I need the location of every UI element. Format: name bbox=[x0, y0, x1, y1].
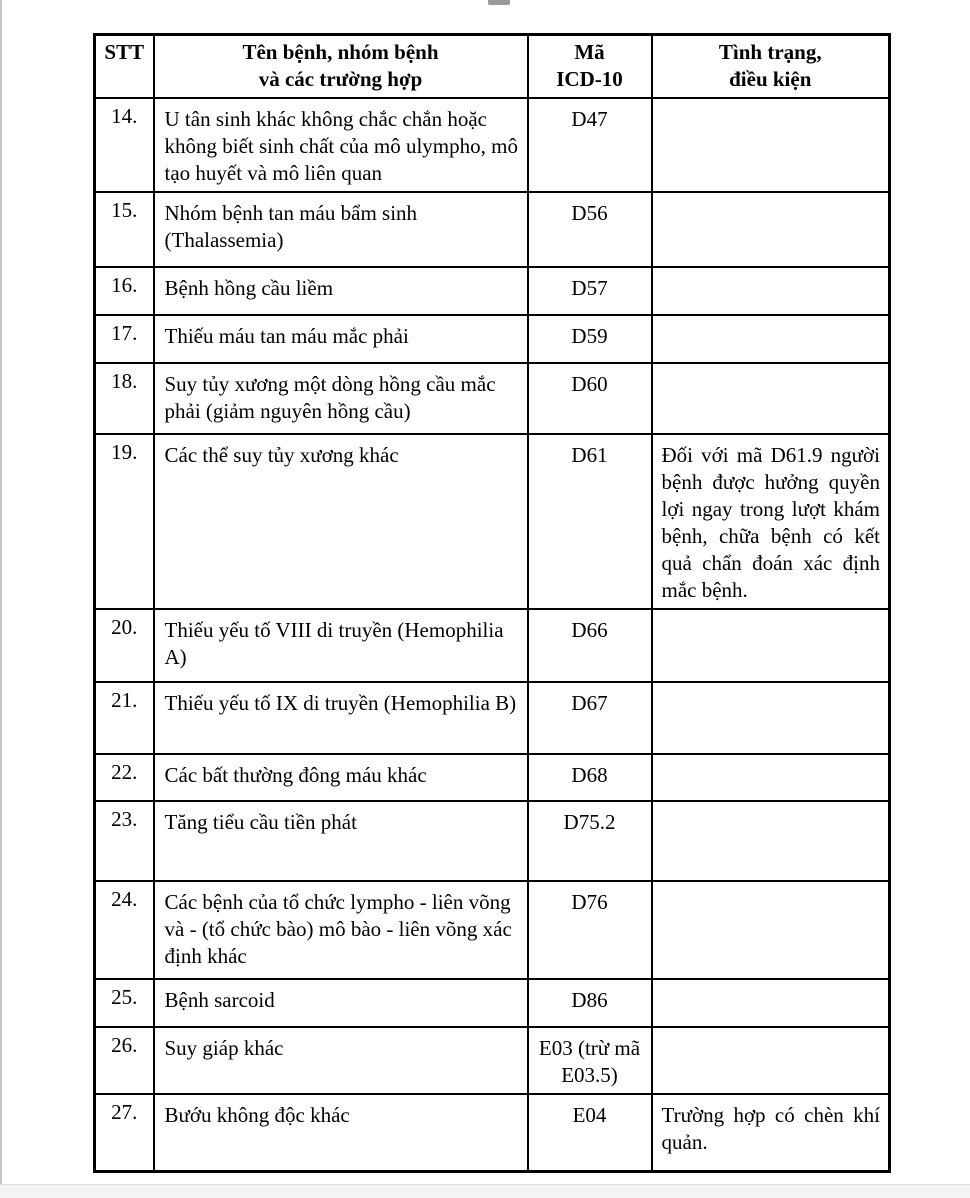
condition-cell bbox=[652, 979, 890, 1027]
icd-code-cell: D86 bbox=[528, 979, 652, 1027]
table-row bbox=[95, 609, 890, 682]
header-condition-line2: điều kiện bbox=[729, 67, 812, 91]
row-number-cell: 21. bbox=[95, 682, 154, 754]
icd-code-cell: D60 bbox=[528, 363, 652, 434]
disease-name-cell: Tăng tiểu cầu tiền phát bbox=[154, 801, 528, 881]
disease-name-cell: Thiếu yếu tố IX di truyền (Hemophilia B) bbox=[154, 682, 528, 754]
row-number-cell: 27. bbox=[95, 1094, 154, 1171]
disease-name-cell: U tân sinh khác không chắc chắn hoặc không biết sinh chất của mô ulympho, mô tạo huyết và mô liên quan bbox=[154, 98, 528, 192]
disease-name-cell: Nhóm bệnh tan máu bẩm sinh (Thalassemia) bbox=[154, 192, 528, 267]
icd-code-cell: E03 (trừ mã E03.5) bbox=[528, 1027, 652, 1094]
icd-code-cell: D76 bbox=[528, 881, 652, 979]
icd-code-cell: D67 bbox=[528, 682, 652, 754]
header-stt-label: STT bbox=[104, 40, 145, 64]
header-stt bbox=[95, 35, 154, 99]
icd-code-cell: D57 bbox=[528, 267, 652, 315]
icd-code-cell: D56 bbox=[528, 192, 652, 267]
row-number-cell: 20. bbox=[95, 609, 154, 682]
icd-code-cell: D47 bbox=[528, 98, 652, 192]
condition-cell bbox=[652, 315, 890, 363]
condition-cell bbox=[652, 267, 890, 315]
page-bottom-strip bbox=[0, 1184, 970, 1198]
table-row bbox=[95, 1094, 890, 1171]
table-row bbox=[95, 434, 890, 609]
condition-cell: Trường hợp có chèn khí quản. bbox=[652, 1094, 890, 1171]
condition-cell bbox=[652, 881, 890, 979]
table-row bbox=[95, 192, 890, 267]
table-row bbox=[95, 682, 890, 754]
disease-name-cell: Thiếu yếu tố VIII di truyền (Hemophilia A) bbox=[154, 609, 528, 682]
disease-name-cell: Các thể suy tủy xương khác bbox=[154, 434, 528, 609]
page-number-fragment bbox=[488, 0, 510, 5]
table-row bbox=[95, 754, 890, 801]
condition-cell bbox=[652, 754, 890, 801]
table-row bbox=[95, 801, 890, 881]
row-number-cell: 16. bbox=[95, 267, 154, 315]
icd-code-cell: D75.2 bbox=[528, 801, 652, 881]
table-row bbox=[95, 881, 890, 979]
header-row bbox=[95, 35, 890, 99]
row-number-cell: 19. bbox=[95, 434, 154, 609]
disease-name-cell: Thiếu máu tan máu mắc phải bbox=[154, 315, 528, 363]
table-row bbox=[95, 315, 890, 363]
header-disease-name bbox=[154, 35, 528, 99]
condition-cell bbox=[652, 682, 890, 754]
row-number-cell: 26. bbox=[95, 1027, 154, 1094]
row-number-cell: 18. bbox=[95, 363, 154, 434]
icd-code-cell: D68 bbox=[528, 754, 652, 801]
icd-code-cell: D59 bbox=[528, 315, 652, 363]
header-disease-name-line1: Tên bệnh, nhóm bệnh bbox=[242, 40, 439, 64]
table-row bbox=[95, 363, 890, 434]
row-number-cell: 24. bbox=[95, 881, 154, 979]
table-body bbox=[95, 98, 890, 1171]
icd-code-cell: E04 bbox=[528, 1094, 652, 1171]
table-row bbox=[95, 1027, 890, 1094]
icd-code-cell: D61 bbox=[528, 434, 652, 609]
condition-cell bbox=[652, 98, 890, 192]
row-number-cell: 22. bbox=[95, 754, 154, 801]
icd-code-cell: D66 bbox=[528, 609, 652, 682]
condition-cell bbox=[652, 609, 890, 682]
condition-cell bbox=[652, 801, 890, 881]
disease-name-cell: Bệnh hồng cầu liềm bbox=[154, 267, 528, 315]
table-row bbox=[95, 98, 890, 192]
header-condition bbox=[652, 35, 890, 99]
row-number-cell: 14. bbox=[95, 98, 154, 192]
page-left-edge bbox=[0, 0, 2, 1186]
header-icd-code bbox=[528, 35, 652, 99]
row-number-cell: 25. bbox=[95, 979, 154, 1027]
row-number-cell: 23. bbox=[95, 801, 154, 881]
header-disease-name-line2: và các trường hợp bbox=[258, 67, 423, 91]
condition-cell bbox=[652, 363, 890, 434]
disease-name-cell: Các bất thường đông máu khác bbox=[154, 754, 528, 801]
disease-name-cell: Các bệnh của tổ chức lympho - liên võng và - (tổ chức bào) mô bào - liên võng xác định khác bbox=[154, 881, 528, 979]
table-row bbox=[95, 267, 890, 315]
row-number-cell: 17. bbox=[95, 315, 154, 363]
table-row bbox=[95, 979, 890, 1027]
table-header bbox=[95, 35, 890, 99]
condition-cell: Đối với mã D61.9 người bệnh được hưởng quyền lợi ngay trong lượt khám bệnh, chữa bệnh có kết quả chẩn đoán xác định mắc bệnh. bbox=[652, 434, 890, 609]
header-icd-line1: Mã bbox=[574, 40, 605, 64]
disease-name-cell: Bệnh sarcoid bbox=[154, 979, 528, 1027]
header-condition-line1: Tình trạng, bbox=[718, 40, 822, 64]
disease-name-cell: Bướu không độc khác bbox=[154, 1094, 528, 1171]
condition-cell bbox=[652, 1027, 890, 1094]
condition-cell bbox=[652, 192, 890, 267]
row-number-cell: 15. bbox=[95, 192, 154, 267]
header-icd-line2: ICD-10 bbox=[556, 67, 623, 91]
disease-name-cell: Suy giáp khác bbox=[154, 1027, 528, 1094]
disease-name-cell: Suy tủy xương một dòng hồng cầu mắc phải (giảm nguyên hồng cầu) bbox=[154, 363, 528, 434]
disease-table bbox=[93, 33, 891, 1173]
